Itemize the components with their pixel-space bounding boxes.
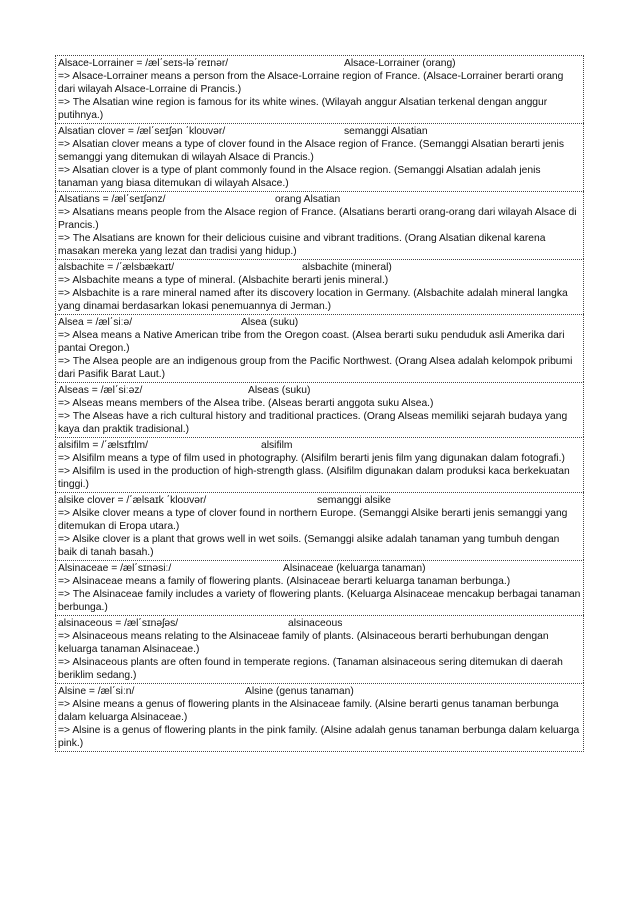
entry-alsatians (55, 191, 584, 259)
entry-header (58, 261, 581, 274)
entry-term: Alsea = /æl΄siːə/ (58, 317, 133, 328)
entry-alsinaceae (55, 560, 584, 615)
entry-term: alsike clover = /΄ælsaɪk ΄kloʊvər/ (58, 495, 207, 506)
entry-term: Alseas = /æl΄siːəz/ (58, 385, 143, 396)
entry-header (58, 617, 581, 630)
entry-definition: => Alsinaceae means a family of flowering plants. (Alsinaceae berarti keluarga tanaman berbunga.) (58, 576, 511, 587)
entry-header (58, 562, 581, 575)
entry-definition: => Alsatians means people from the Alsace region of France. (Alsatians berarti orang-orang dari wilayah Alsace di Prancis.) (58, 207, 577, 231)
entry-alsifilm (55, 437, 584, 492)
entry-definition: => Alsifilm means a type of film used in photography. (Alsifilm berarti jenis film yang digunakan dalam fotografi.) (58, 453, 565, 464)
entry-definition: => Alsine means a genus of flowering plants in the Alsinaceae family. (Alsine berarti genus tanaman berbunga dalam keluarga Alsinaceae.) (58, 699, 559, 723)
entry-header (58, 125, 581, 138)
entry-example: => The Alsatian wine region is famous for its white wines. (Wilayah anggur Alsatian terkenal dengan anggur putihnya.) (58, 97, 548, 121)
entry-translation: Alsace-Lorrainer (orang) (344, 58, 456, 69)
entry-translation: orang Alsatian (275, 194, 341, 205)
entry-example: => Alsike clover is a plant that grows well in wet soils. (Semanggi alsike adalah tanaman yang tumbuh dengan baik di tanah basah.) (58, 534, 560, 558)
entry-translation: Alsine (genus tanaman) (245, 686, 354, 697)
entry-translation: Alseas (suku) (248, 385, 311, 396)
entry-term: Alsinaceae = /æl΄sɪnəsiː/ (58, 563, 172, 574)
entry-term: alsbachite = /΄ælsbækaɪt/ (58, 262, 175, 273)
entry-header (58, 57, 581, 70)
entry-example: => Alsbachite is a rare mineral named after its discovery location in Germany. (Alsbachite adalah mineral langka yang dinamai berdasarkan lokasi penemuannya di Jerman.) (58, 288, 568, 312)
entry-translation: alsifilm (261, 440, 293, 451)
entry-alseas (55, 382, 584, 437)
entry-header (58, 316, 581, 329)
entry-translation: Alsinaceae (keluarga tanaman) (283, 563, 426, 574)
vocabulary-sheet (55, 55, 584, 752)
entry-translation: semanggi alsike (317, 495, 391, 506)
entry-definition: => Alsace-Lorrainer means a person from the Alsace-Lorraine region of France. (Alsace-Lorrainer berarti orang dari wilayah Alsace-Lorraine di Prancis.) (58, 71, 564, 95)
entry-term: Alsine = /æl΄siːn/ (58, 686, 135, 697)
entry-definition: => Alsatian clover means a type of clover found in the Alsace region of France. (Semanggi Alsatian berarti jenis semanggi yang ditemukan di wilayah Alsace di Prancis.) (58, 139, 564, 163)
entry-alsace-lorrainer (55, 55, 584, 123)
entry-definition: => Alseas means members of the Alsea tribe. (Alseas berarti anggota suku Alsea.) (58, 398, 434, 409)
entry-header (58, 439, 581, 452)
entry-header (58, 685, 581, 698)
entry-translation: Alsea (suku) (241, 317, 299, 328)
entry-example: => The Alsinaceae family includes a variety of flowering plants. (Keluarga Alsinaceae mencakup berbagai tanaman berbunga.) (58, 589, 581, 613)
entry-alsbachite (55, 259, 584, 314)
entry-header (58, 384, 581, 397)
entry-term: Alsatians = /æl΄seɪʃənz/ (58, 194, 166, 205)
entry-example: => The Alsatians are known for their delicious cuisine and vibrant traditions. (Orang Alsatian dikenal karena masakan mereka yang lezat dan tradisi yang hidup.) (58, 233, 546, 257)
entry-definition: => Alsea means a Native American tribe from the Oregon coast. (Alsea berarti suku penduduk asli Amerika dari pantai Oregon.) (58, 330, 565, 354)
entry-definition: => Alsinaceous means relating to the Alsinaceae family of plants. (Alsinaceous berarti berhubungan dengan keluarga tanaman Alsinaceae.) (58, 631, 549, 655)
entry-header (58, 494, 581, 507)
entry-example: => Alsifilm is used in the production of high-strength glass. (Alsifilm digunakan dalam produksi kaca berkekuatan tinggi.) (58, 466, 570, 490)
entry-alsike-clover (55, 492, 584, 560)
entry-definition: => Alsbachite means a type of mineral. (Alsbachite berarti jenis mineral.) (58, 275, 389, 286)
entry-header (58, 193, 581, 206)
entry-definition: => Alsike clover means a type of clover found in northern Europe. (Semanggi Alsike berarti jenis semanggi yang ditemukan di Eropa utara.) (58, 508, 568, 532)
entry-example: => The Alseas have a rich cultural history and traditional practices. (Orang Alseas memiliki sejarah budaya yang kaya dan praktik tradisional.) (58, 411, 568, 435)
entry-term: alsinaceous = /æl΄sɪnəʃəs/ (58, 618, 179, 629)
entry-translation: alsinaceous (288, 618, 343, 629)
entry-translation: semanggi Alsatian (344, 126, 428, 137)
entry-example: => Alsine is a genus of flowering plants in the pink family. (Alsine adalah genus tanaman berbunga dalam keluarga pink.) (58, 725, 580, 749)
entry-translation: alsbachite (mineral) (302, 262, 392, 273)
entry-example: => Alsinaceous plants are often found in temperate regions. (Tanaman alsinaceous sering ditemukan di daerah beriklim sedang.) (58, 657, 563, 681)
entry-alsea (55, 314, 584, 382)
entry-alsine (55, 683, 584, 752)
entry-example: => Alsatian clover is a type of plant commonly found in the Alsace region. (Semanggi Alsatian adalah jenis tanaman yang biasa ditemukan di wilayah Alsace.) (58, 165, 541, 189)
entry-alsatian-clover (55, 123, 584, 191)
entry-example: => The Alsea people are an indigenous group from the Pacific Northwest. (Orang Alsea adalah kelompok pribumi dari Pasifik Barat Laut.) (58, 356, 573, 380)
entry-term: Alsatian clover = /æl΄seɪʃən ΄kloʊvər/ (58, 126, 226, 137)
entry-alsinaceous (55, 615, 584, 683)
entry-term: alsifilm = /΄ælsɪfɪlm/ (58, 440, 148, 451)
entry-term: Alsace-Lorrainer = /æl΄seɪs-lə΄reɪnər/ (58, 58, 229, 69)
